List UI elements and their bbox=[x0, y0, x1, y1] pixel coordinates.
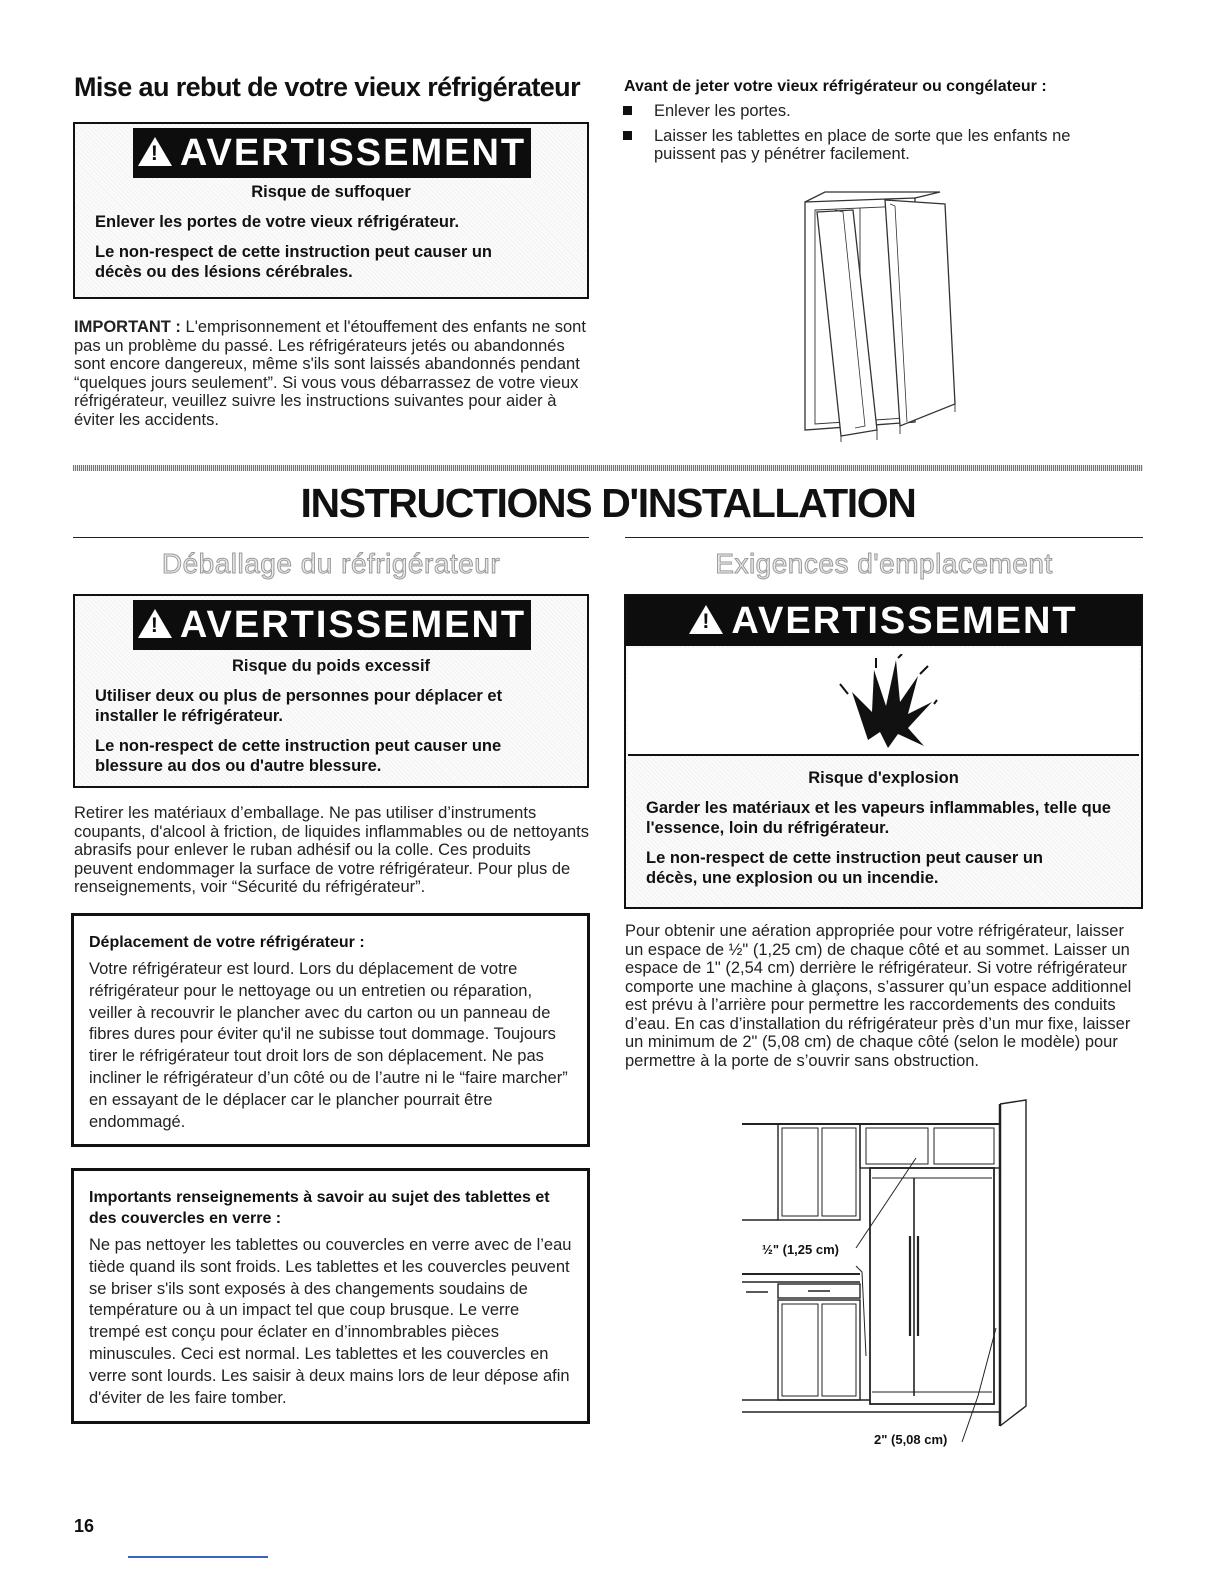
unpacking-heading: Déballage du réfrigérateur bbox=[161, 548, 501, 579]
warning-instruction: Utiliser deux ou plus de personnes pour déplacer et installer le réfrigérateur. bbox=[95, 687, 503, 725]
warning-consequence: Le non-respect de cette instruction peut causer un décès ou des lésions cérébrales. bbox=[95, 243, 492, 281]
warning-banner-text: AVERTISSEMENT bbox=[179, 131, 527, 174]
warning-banner bbox=[133, 600, 531, 650]
warning-risk: Risque d'explosion bbox=[808, 769, 959, 787]
two-inch-label: 2" (5,08 cm) bbox=[874, 1432, 948, 1447]
location-paragraph: Pour obtenir une aération appropriée pour votre réfrigérateur, laisser un espace de ½" (1,25 cm) de chaque côté et au sommet. Laisser un espace de 1" (2,54 cm) derrière le réfrigérateur. Si votre réfrigérateur comporte une machine à glaçons, s’assurer qu’un espace additionnel est prévu à l’arrière pour permettre les raccordements des conduits d’eau. En cas d’installation du réfrigérateur près d’un mur fixe, laisser un minimum de 2" (5,08 cm) de chaque côté (selon le modèle) pour permettre à la porte de s’ouvrir sans obstruction. bbox=[625, 922, 1132, 1070]
list-item: Laisser les tablettes en place de sorte que les enfants ne puissent pas y pénétrer facilement. bbox=[616, 127, 1136, 164]
section-divider bbox=[73, 465, 1143, 471]
warning-triangle-icon bbox=[138, 137, 172, 166]
warning-banner bbox=[133, 128, 531, 178]
explosion-warning-box bbox=[624, 594, 1143, 909]
warning-triangle-icon bbox=[689, 605, 723, 634]
warning-banner-text: AVERTISSEMENT bbox=[731, 599, 1078, 642]
before-disposal-title: Avant de jeter votre vieux réfrigérateur ou congélateur : bbox=[624, 78, 1047, 95]
warning-consequence: Le non-respect de cette instruction peut causer un décès, une explosion ou un incendie. bbox=[646, 849, 1043, 887]
important-text: L'emprisonnement et l'étouffement des enfants ne sont pas un problème du passé. Les réfrigérateurs jetés ou abandonnés sont encore dangereux, même s'ils sont laissés abandonnés pendant “quelques jours seulement”. Si vous vous débarrassez de votre vieux réfrigérateur, veuillez suivre les instructions suivantes pour aider à éviter les accidents. bbox=[74, 318, 586, 429]
moving-info-title: Déplacement de votre réfrigérateur : bbox=[89, 934, 365, 951]
moving-info-text: Votre réfrigérateur est lourd. Lors du déplacement de votre réfrigérateur pour le nettoyage ou un entretien ou réparation, veiller à recouvrir le plancher avec du carton ou un panneau de fibres dures pour éviter qu'il ne subisse tout dommage. Toujours tirer le réfrigérateur tout droit lors de son déplacement. Ne pas incliner le réfrigérateur d’un côté ou de l’autre ni le “faire marcher” en essayant de le déplacer car le plancher pourrait être endommagé. bbox=[89, 960, 568, 1131]
explosion-icon bbox=[838, 654, 938, 750]
glass-info-title: Importants renseignements à savoir au sujet des tablettes et des couvercles en verre : bbox=[89, 1189, 550, 1227]
important-label: IMPORTANT : bbox=[74, 318, 181, 336]
warning-instruction: Enlever les portes de votre vieux réfrigérateur. bbox=[95, 213, 460, 231]
unpacking-paragraph: Retirer les matériaux d’emballage. Ne pas utiliser d’instruments coupants, d'alcool à friction, de liquides inflammables ou de nettoyants abrasifs pour enlever le ruban adhésif ou la colle. Ces produits peuvent endommager la surface de votre réfrigérateur. Pour plus de renseignements, voir “Sécurité du réfrigérateur”. bbox=[74, 804, 589, 896]
list-item: Enlever les portes. bbox=[616, 102, 1136, 121]
warning-consequence: Le non-respect de cette instruction peut causer une blessure au dos ou d'autre blessure. bbox=[95, 737, 502, 775]
right-rule bbox=[625, 537, 1143, 538]
warning-triangle-icon bbox=[138, 609, 172, 638]
suffocation-warning-box bbox=[73, 122, 589, 299]
left-rule bbox=[73, 537, 589, 538]
refrigerator-cabinet-diagram bbox=[738, 1096, 1038, 1456]
warning-risk: Risque de suffoquer bbox=[251, 183, 411, 201]
open-refrigerator-illustration bbox=[795, 190, 995, 445]
weight-warning-box bbox=[73, 594, 589, 788]
warning-risk: Risque du poids excessif bbox=[231, 657, 431, 675]
glass-info-box bbox=[71, 1168, 590, 1424]
before-disposal-list bbox=[616, 102, 1136, 170]
moving-info-box bbox=[71, 913, 590, 1147]
disposal-title: Mise au rebut de votre vieux réfrigérateur bbox=[74, 72, 580, 102]
warning-banner-text: AVERTISSEMENT bbox=[179, 603, 527, 646]
clearance-diagram bbox=[738, 1096, 1038, 1456]
half-inch-label: ½" (1,25 cm) bbox=[762, 1242, 839, 1257]
main-title: INSTRUCTIONS D'INSTALLATION bbox=[300, 480, 916, 526]
warning-instruction: Garder les matériaux et les vapeurs inflammables, telle que l'essence, loin du réfrigérateur. bbox=[646, 799, 1111, 837]
footer-line bbox=[128, 1556, 268, 1558]
glass-info-text: Ne pas nettoyer les tablettes ou couvercles en verre avec de l’eau tiède quand ils sont froids. Les tablettes et les couvercles peuvent se briser s'ils sont exposés à des changements soudains de température ou à un impact tel que coup brusque. Le verre trempé est conçu pour éclater en d’innombrables pièces minuscules. Ceci est normal. Les tablettes et les couvercles en verre sont lourds. Les saisir à deux mains lors de leur dépose afin d'éviter de les faire tomber. bbox=[89, 1236, 572, 1407]
warning-banner bbox=[626, 596, 1141, 646]
location-heading: Exigences d'emplacement bbox=[715, 548, 1053, 579]
page-number: 16 bbox=[74, 1516, 95, 1536]
explosion-symbol-panel bbox=[628, 648, 1139, 756]
important-paragraph bbox=[74, 318, 590, 429]
